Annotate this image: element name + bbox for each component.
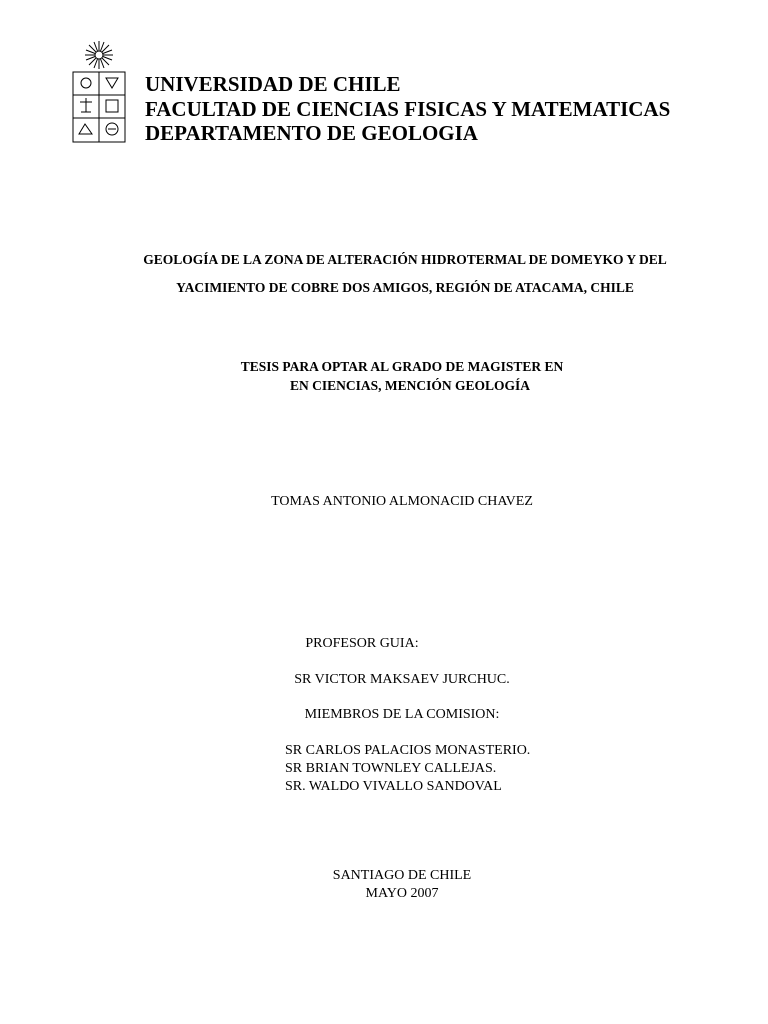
university-name: UNIVERSIDAD DE CHILE	[145, 72, 401, 96]
author-name: TOMAS ANTONIO ALMONACID CHAVEZ	[271, 494, 533, 509]
thesis-title-line-1: GEOLOGÍA DE LA ZONA DE ALTERACIÓN HIDROTERMAL DE DOMEYKO Y DEL	[143, 252, 667, 267]
committee-member: SR. WALDO VIVALLO SANDOVAL	[285, 779, 502, 794]
degree-line-1: TESIS PARA OPTAR AL GRADO DE MAGISTER EN	[240, 359, 564, 374]
advisor-name: SR VICTOR MAKSAEV JURCHUC.	[294, 672, 510, 687]
department-name: DEPARTAMENTO DE GEOLOGIA	[145, 121, 478, 145]
committee-members	[285, 742, 530, 796]
degree-line-2: EN CIENCIAS, MENCIÓN GEOLOGÍA	[289, 378, 531, 393]
thesis-title-line-2: YACIMIENTO DE COBRE DOS AMIGOS, REGIÓN DE ATACAMA, CHILE	[176, 280, 634, 295]
university-crest-icon	[70, 38, 128, 144]
committee-member: SR BRIAN TOWNLEY CALLEJAS.	[285, 761, 497, 776]
committee-heading: MIEMBROS DE LA COMISION:	[304, 707, 500, 722]
advisor-heading: PROFESOR GUIA:	[305, 636, 419, 651]
institution-header	[145, 72, 670, 146]
place: SANTIAGO DE CHILE	[332, 868, 472, 883]
faculty-name: FACULTAD DE CIENCIAS FISICAS Y MATEMATICAS	[145, 96, 671, 121]
date: MAYO 2007	[365, 886, 439, 901]
committee-member: SR CARLOS PALACIOS MONASTERIO.	[285, 743, 531, 758]
